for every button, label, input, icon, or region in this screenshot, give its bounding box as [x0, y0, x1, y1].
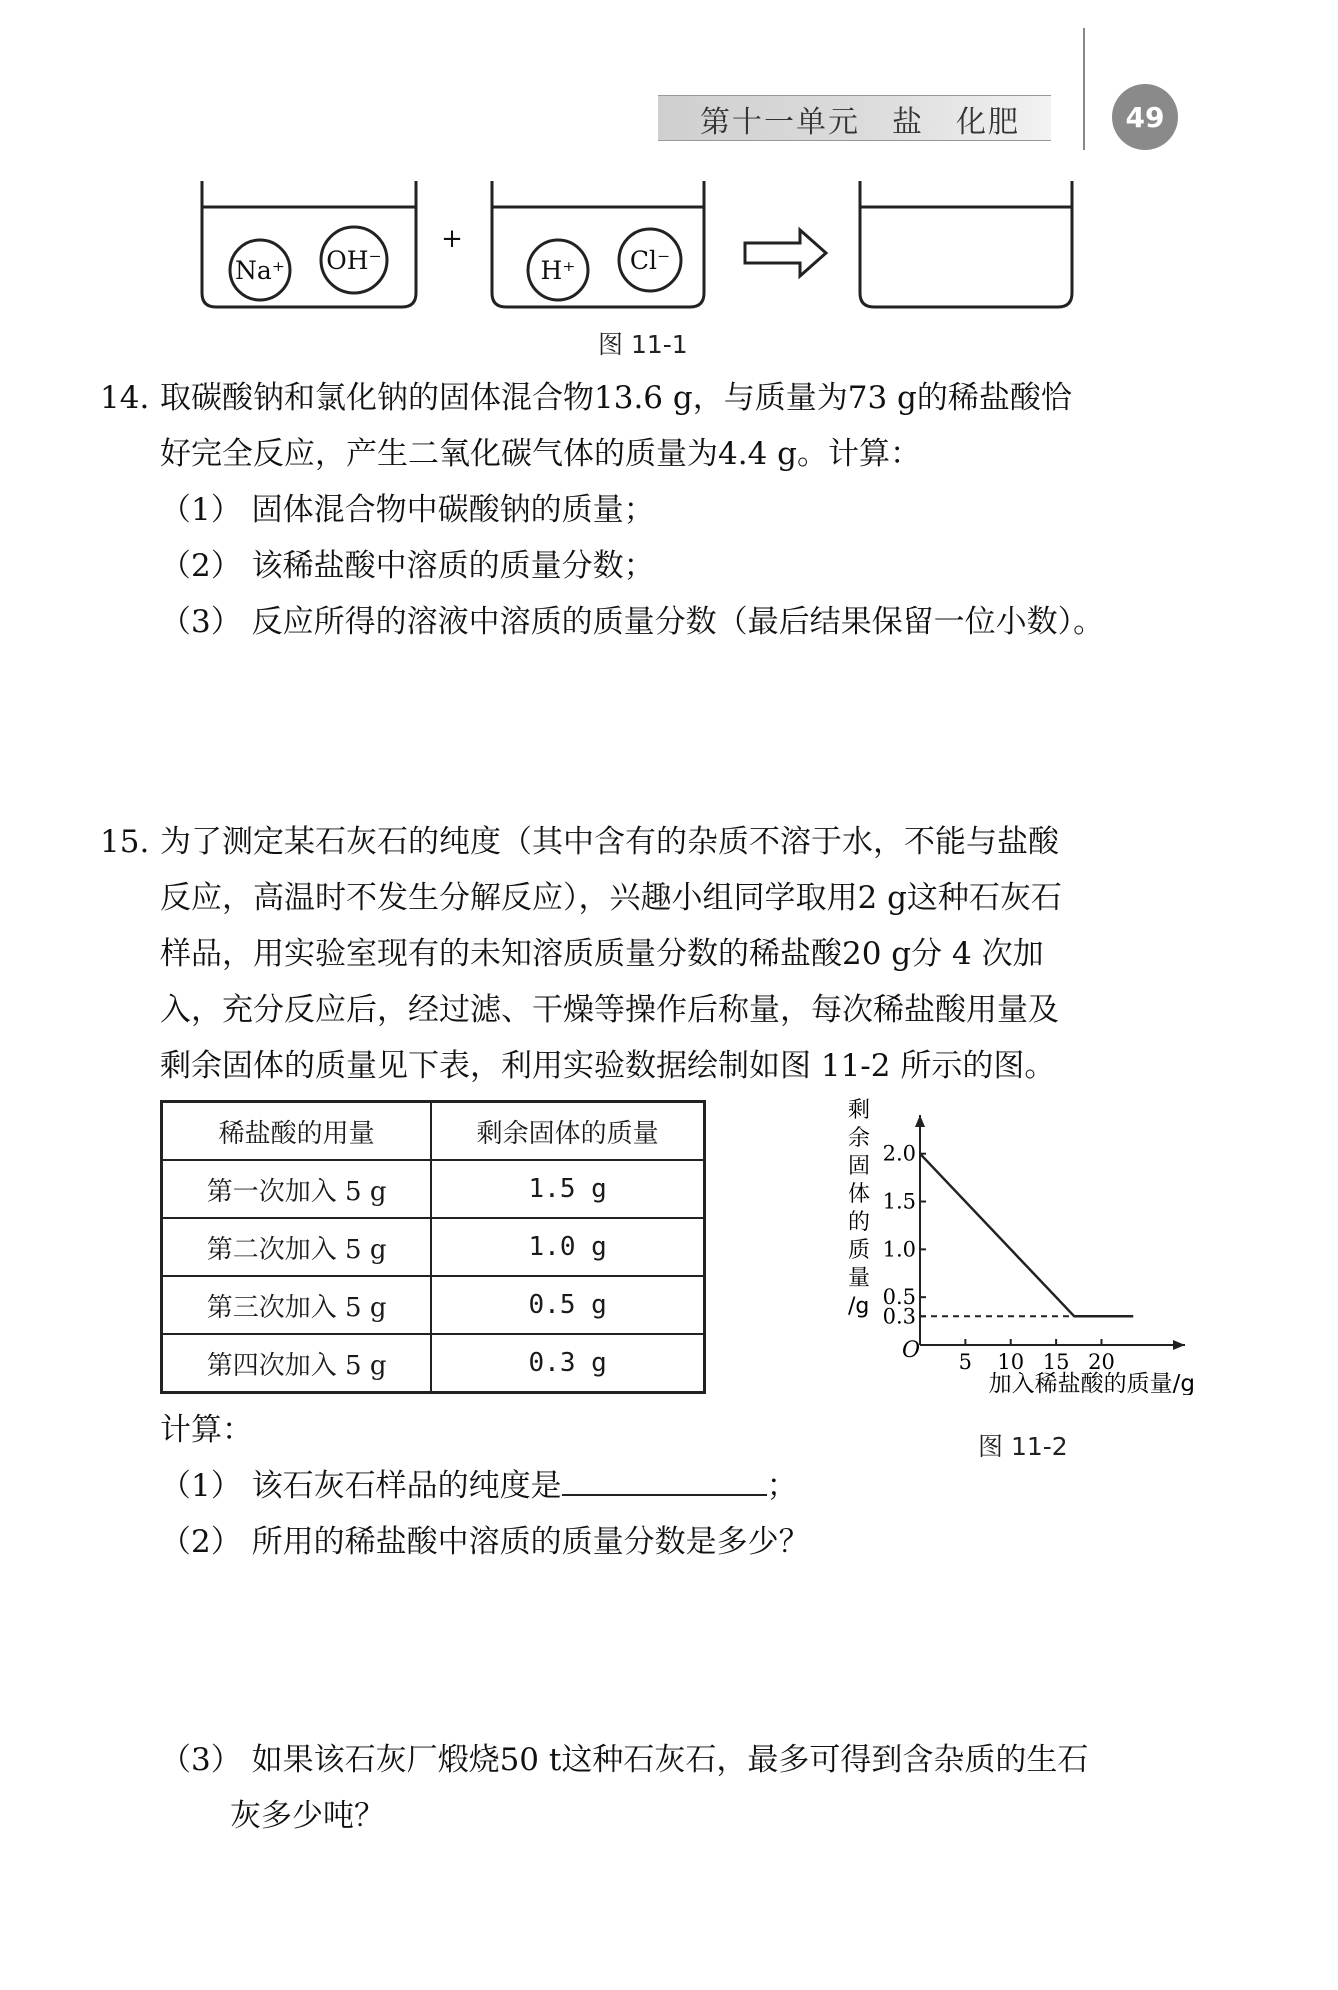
q15-stem-line5: 剩余固体的质量见下表，利用实验数据绘制如图 11-2 所示的图。 — [160, 1048, 1056, 1084]
answer-blank — [562, 1466, 767, 1496]
q14-stem-line1: 取碳酸钠和氯化钠的固体混合物13.6 g，与质量为73 g的稀盐酸恰 — [160, 380, 1072, 416]
q15-stem-line2: 反应，高温时不发生分解反应），兴趣小组同学取用2 g这种石灰石 — [160, 880, 1062, 916]
ion-h: H⁺ — [540, 256, 576, 285]
figure-11-2-caption: 图 11-2 — [978, 1432, 1068, 1461]
table-cell-acid: 第四次加入 5 g — [162, 1334, 432, 1393]
y-tick-label: 0.3 — [882, 1304, 916, 1329]
page-number: 49 — [1112, 84, 1178, 150]
x-tick-label: 10 — [997, 1350, 1025, 1374]
y-tick-label: 0.5 — [882, 1285, 916, 1310]
q15-part1-end: ； — [766, 1468, 798, 1504]
x-axis-label: 加入稀盐酸的质量/g — [988, 1371, 1195, 1395]
table-row — [162, 1160, 705, 1218]
table-cell-solid: 0.5 g — [431, 1276, 704, 1334]
y-tick-label: 1.5 — [882, 1189, 916, 1214]
y-axis-label-char: /g — [848, 1294, 870, 1319]
header-divider — [1083, 28, 1085, 150]
x-tick-label: 15 — [1042, 1350, 1070, 1374]
figure-11-1-beakers — [190, 175, 1120, 315]
q15-part2: （2） 所用的稀盐酸中溶质的质量分数是多少？ — [160, 1524, 810, 1560]
table-row — [162, 1276, 705, 1334]
y-axis-label-char: 量 — [848, 1266, 871, 1291]
table-row — [162, 1218, 705, 1276]
q15-number: 15. — [100, 824, 150, 860]
y-axis-label-char: 的 — [848, 1210, 871, 1235]
q15-stem-line4: 入，充分反应后，经过滤、干燥等操作后称量，每次稀盐酸用量及 — [160, 992, 1059, 1028]
q15-part1 — [160, 1466, 798, 1506]
table-cell-solid: 1.0 g — [431, 1218, 704, 1276]
figure-11-1-caption: 图 11-1 — [598, 330, 688, 359]
y-axis-label-char: 质 — [848, 1238, 871, 1263]
beaker-2 — [492, 181, 704, 307]
y-tick-label: 2.0 — [882, 1141, 916, 1166]
q14-part3: （3） 反应所得的溶液中溶质的质量分数（最后结果保留一位小数）。 — [160, 604, 1105, 640]
y-axis-label-char: 固 — [848, 1154, 871, 1179]
table-row — [162, 1334, 705, 1393]
arrow-icon — [745, 230, 826, 276]
ion-na: Na⁺ — [235, 256, 285, 285]
q15-part3-line1: （3） 如果该石灰厂煅烧50 t这种石灰石，最多可得到含杂质的生石 — [160, 1742, 1089, 1778]
table-header-row — [162, 1102, 705, 1161]
origin-label: O — [902, 1338, 921, 1363]
data-table — [160, 1100, 706, 1394]
table-header-solid: 剩余固体的质量 — [431, 1102, 704, 1161]
y-axis-label-char: 体 — [848, 1182, 871, 1207]
x-tick-label: 20 — [1088, 1350, 1115, 1374]
table-cell-solid: 0.3 g — [431, 1334, 704, 1393]
q14-part1: （1） 固体混合物中碳酸钠的质量； — [160, 492, 655, 528]
ion-cl: Cl⁻ — [629, 246, 671, 275]
q14-number: 14. — [100, 380, 150, 416]
table-header-acid: 稀盐酸的用量 — [162, 1102, 432, 1161]
data-series-line — [920, 1154, 1133, 1317]
y-axis-label-char: 余 — [848, 1126, 871, 1151]
plus-sign: + — [441, 224, 463, 254]
y-tick-label: 1.0 — [882, 1237, 916, 1262]
q15-part1-text: （1） 该石灰石样品的纯度是 — [160, 1468, 562, 1504]
ion-oh: OH⁻ — [326, 246, 382, 275]
table-cell-acid: 第三次加入 5 g — [162, 1276, 432, 1334]
figure-11-2-chart — [840, 1095, 1200, 1395]
unit-title: 第十一单元 盐 化肥 — [700, 105, 1020, 140]
q15-part3-line2: 灰多少吨？ — [230, 1798, 385, 1834]
q14-part2: （2） 该稀盐酸中溶质的质量分数； — [160, 548, 655, 584]
table-cell-acid: 第二次加入 5 g — [162, 1218, 432, 1276]
q14-stem-line2: 好完全反应，产生二氧化碳气体的质量为4.4 g。计算： — [160, 436, 921, 472]
q15-stem-line3: 样品，用实验室现有的未知溶质质量分数的稀盐酸20 g分 4 次加 — [160, 936, 1044, 972]
table-cell-acid: 第一次加入 5 g — [162, 1160, 432, 1218]
table-cell-solid: 1.5 g — [431, 1160, 704, 1218]
x-tick-label: 5 — [958, 1350, 973, 1374]
x-axis-arrow-icon — [1173, 1340, 1185, 1350]
y-axis-arrow-icon — [915, 1115, 925, 1127]
y-axis-label-char: 剩 — [848, 1098, 871, 1123]
q15-stem-line1: 为了测定某石灰石的纯度（其中含有的杂质不溶于水，不能与盐酸 — [160, 824, 1059, 860]
calc-label: 计算： — [160, 1412, 253, 1448]
beaker-3 — [860, 181, 1072, 307]
